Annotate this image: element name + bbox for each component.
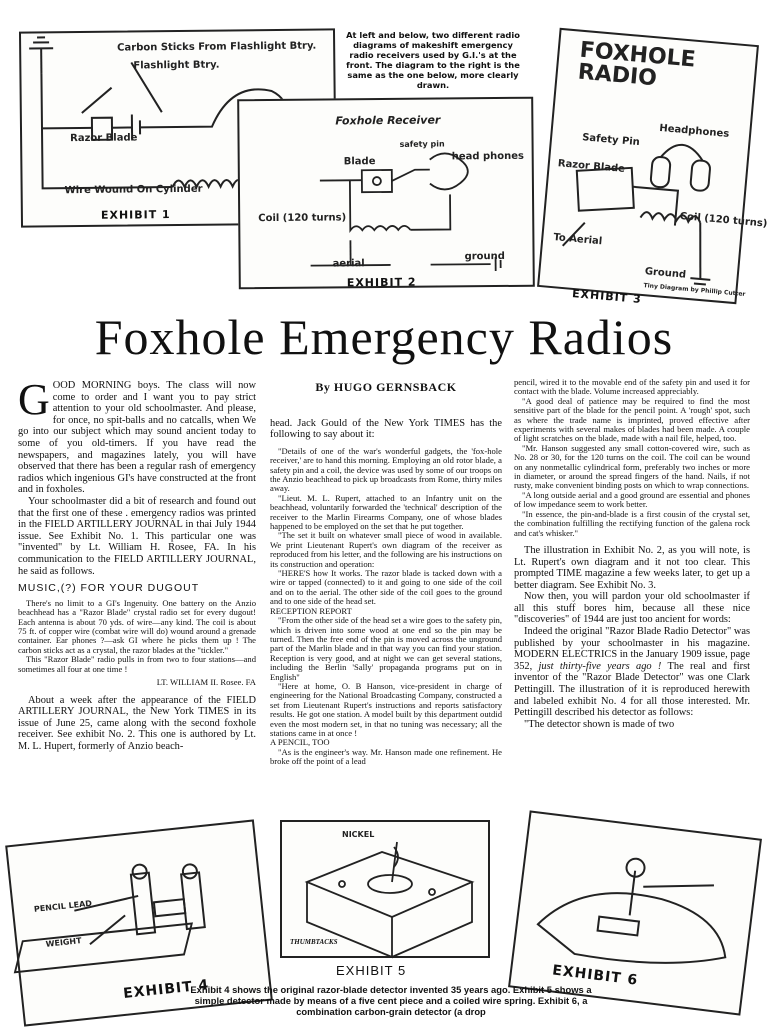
quote-paragraph: There's no limit to a GI's Ingenuity. One battery on the Anzio beachhead has a "Razor Blade" crystal radio set for every dugout! Each antenna is about 70 yds. of wire—any kind. The coil is about 75 ft. of copper wire (combat wire will do) wound around a grenade container. Ear phones ?—ask GI where he picks them up ! The carbon sticks act as a crystal, the razor blades at the "tickler." xyxy=(18,597,256,655)
razor-blade-label: Razor Blade xyxy=(70,132,138,145)
section-heading: RECEPTION REPORT xyxy=(270,605,352,616)
diagram-credit: Tiny Diagram by Phillip Cutter xyxy=(643,282,746,298)
exhibit-5-panel xyxy=(280,820,490,958)
headphones-label: head phones xyxy=(451,150,525,163)
article-column-2 xyxy=(270,382,502,767)
exhibit-2-label: EXHIBIT 2 xyxy=(346,275,417,290)
exhibit-6-label: EXHIBIT 6 xyxy=(551,962,640,989)
razor-blade-label: Razor Blade xyxy=(557,158,626,175)
quote-paragraph: "A good deal of patience may be required to find the most sensitive part of the blade for the pencil point. A 'rough' spot, such as where the trade name is imprinted, proved effective after experiments with several makes of blades had been made. A couple of light scratches on the blade, made with a nail file, helped, too. xyxy=(514,395,750,444)
ground-label: ground xyxy=(464,250,505,263)
aerial-label: aerial xyxy=(332,258,365,270)
pencil-lead-label: PENCIL LEAD xyxy=(33,898,93,914)
wire-wound-label: Wire Wound On Cylinder xyxy=(64,183,203,197)
paragraph: "The detector shown is made of two xyxy=(524,718,675,730)
safety-pin-label: Safety Pin xyxy=(581,132,641,149)
quote-paragraph: This "Razor Blade" radio pulls in from two to four stations—and sometimes all four at one time ! xyxy=(18,654,256,674)
exhibit-4-label: EXHIBIT 4 xyxy=(122,977,211,1002)
paragraph: head. Jack Gould of the New York TIMES has the following to say about it: xyxy=(270,417,502,441)
coil-label: Coil (120 turns) xyxy=(679,210,768,230)
exhibit-3-label: EXHIBIT 3 xyxy=(571,286,643,307)
signature: LT. WILLIAM II. Rosee. FA xyxy=(156,676,256,687)
paragraph: The illustration in Exhibit No. 2, as you will note, is Lt. Rupert's own diagram and it not too clear. This prompted TIME magazine a few weeks later, to get up a better diagram. See Exhibit No. 3. xyxy=(514,544,750,591)
carbon-sticks-label: Carbon Sticks From Flashlight Btry. xyxy=(117,40,317,54)
ground-label: Ground xyxy=(644,266,687,281)
blade-label: Blade xyxy=(343,156,376,168)
to-aerial-label: To Aerial xyxy=(552,232,603,248)
paragraph: Indeed the original "Razor Blade Radio Detector" was published by your schoolmaster in his magazine. MODERN ELECTRICS in the January 1909 issue, page 352, just thirty-five years ago ! The real and first inventor of the "Razor Blade Detector" was one Clark Pettingill. The illustration of it is reproduced herewith and labeled exhibit No. 4 for all those interested. Mr. Pettingill described his detector as follows: xyxy=(514,626,750,719)
headphones-label: Headphones xyxy=(658,122,730,140)
foxhole-receiver-title: Foxhole Receiver xyxy=(335,113,441,128)
safety-pin-label: safety pin xyxy=(399,139,445,149)
quote-paragraph: "In essence, the pin-and-blade is a first cousin of the crystal set, the combination fulfilling the rectifying function of the galena rock and cat's whisker." xyxy=(514,508,750,538)
paragraph: About a week after the appearance of the FIELD ARTILLERY JOURNAL, the New York TIMES in its issue of June 25, came along with the second foxhole receiver. See exhibit No. 2. This one is authored by Lt. M. L. Hupert, formerly of Anzio beach- xyxy=(18,694,256,752)
quote-paragraph: "As is the engineer's way. Mr. Hanson made one refinement. He broke off the point of a lead xyxy=(270,746,502,767)
quote-paragraph: "Here at home, O. B Hanson, vice-president in charge of engineering for the National Broadcasting Company, constructed a set from Lieutenant Rupert's instructions and reports satisfactory results. He got one station. A model built by this department outdid even the most modern set, in that no tuning was necessary; all the stations came in at once ! xyxy=(270,680,502,738)
exhibit-3-panel xyxy=(537,28,768,307)
section-heading: MUSIC,(?) FOR YOUR DUGOUT xyxy=(18,582,200,595)
flashlight-battery-label: Flashlight Btry. xyxy=(133,59,220,72)
thumbtacks-label: THUMBTACKS xyxy=(290,938,338,946)
paragraph: Now then, you will pardon your old schoolmaster if all this stuff bores him, because all these nice "discoveries" of 1944 are just too ancient for words: xyxy=(514,591,750,626)
article-column-3 xyxy=(514,378,750,730)
figure-caption: Exhibit 4 shows the original razor-blade detector invented 35 years ago. Exhibit 5 shows a simple detector made by means of a five cent piece and a coiled wire spring. Exhibit 6, a combination carbon-grain detector (a drop xyxy=(190,984,592,1017)
paragraph: Your schoolmaster did a bit of research and found out that the first one of these . emergency radios was printed in the FIELD ARTILLERY JOURNAL in thai July 1944 issue. See Exhibit No. 1. This particular one was "invented" by Lt. William H. Rosee, FA. In his communication to the FIELD ARTILLERY JOURNAL, he said as follows. xyxy=(18,495,256,577)
quote-paragraph: pencil, wired it to the movable end of the safety pin and used it for contact with the blade. Volume increased appreciably. xyxy=(514,377,750,397)
weight-label: WEIGHT xyxy=(45,936,82,949)
article-column-1 xyxy=(18,375,256,753)
quote-paragraph: "A long outside aerial and a good ground are essential and phones of low impedance seem to work better. xyxy=(514,489,750,510)
exhibit-5-label: EXHIBIT 5 xyxy=(336,963,407,978)
quote-paragraph: "From the other side of the head set a wire goes to the safety pin, which is driven into some wood at one end so the pin may be turned. Then the free end of the pin is moved across the unground part of the Marlin blade and in that way you can find your station. Reception is very good, and at night we can get several stations, including the Berlin 'Sally' propaganda programs put on in English" xyxy=(270,615,502,682)
nickel-label: NICKEL xyxy=(342,830,375,839)
article-title: Foxhole Emergency Radios xyxy=(94,309,674,365)
exhibit-2-diagram xyxy=(239,99,537,292)
quote-paragraph: "Mr. Hanson suggested any small cotton-covered wire, such as No. 28 or 30, for the 120 turns on the coil. The coil can be wound on any nonmetallic cylindrical form, preferably two inches or more in diameter, or around the spread fingers of the hand. Nails, if not rusty, make convenient binding posts on which to wrap connections. xyxy=(514,442,750,491)
drop-cap: G xyxy=(18,375,50,424)
byline: By HUGO GERNSBACK xyxy=(315,380,457,394)
exhibit-2-panel xyxy=(237,97,535,290)
quote-paragraph: "HERE'S how It works. The razor blade is tacked down with a wire or tapped (connected) to it and going to one side of the coil and on to the aerial. The other side of the coil goes to the ground and to one side of the head set. xyxy=(270,568,502,607)
intro-note: At left and below, two different radio diagrams of makeshift emergency radio receivers used by G.I.'s at the front. The diagram to the right is the same as the one below, more clearly drawn. xyxy=(346,30,520,90)
quote-paragraph: "The set it built on whatever small piece of wood in available. We print Lieutenant Rupert's own diagram of the receiver as reproduced from his letter, and the following are his instructions on its construction and operation: xyxy=(270,530,502,569)
quote-paragraph: "Lieut. M. L. Rupert, attached to an Infantry unit on the beachhead, voluntarily forwarded the 'technical' description of the receiver to the Marlin Firearms Company, one of whose blades happened to be employed on the set that he put together. xyxy=(270,492,502,532)
quote-paragraph: "Details of one of the war's wonderful gadgets, the 'fox-hole receiver,' are to hand this morning. Employing an old rotor blade, a safety pin and a coil, the device was used by some of our troops on the Anzio beachhead to pick up broadcasts from Rome, thirty miles away. xyxy=(270,445,502,494)
coil-label: Coil (120 turns) xyxy=(258,212,347,225)
emphasis: just thirty-five years ago ! xyxy=(538,660,662,672)
exhibit-1-label: EXHIBIT 1 xyxy=(100,208,171,222)
intro-paragraph: GOOD MORNING boys. The class will now come to order and I want you to pay strict attention to your old schoolmaster. And please, for once, no spit-balls and no catcalls, when We go into our subject which may sound ancient today to some of you old-timers. If you have read the newspapers, and magazines lately, you will have observed that there has been a regular rash of emergency radios which ingenious GI's have constructed at the front and in foxholes. xyxy=(18,375,256,496)
foxhole-radio-title: FOXHOLE RADIO xyxy=(576,37,697,92)
section-heading: A PENCIL, TOO xyxy=(270,737,330,748)
